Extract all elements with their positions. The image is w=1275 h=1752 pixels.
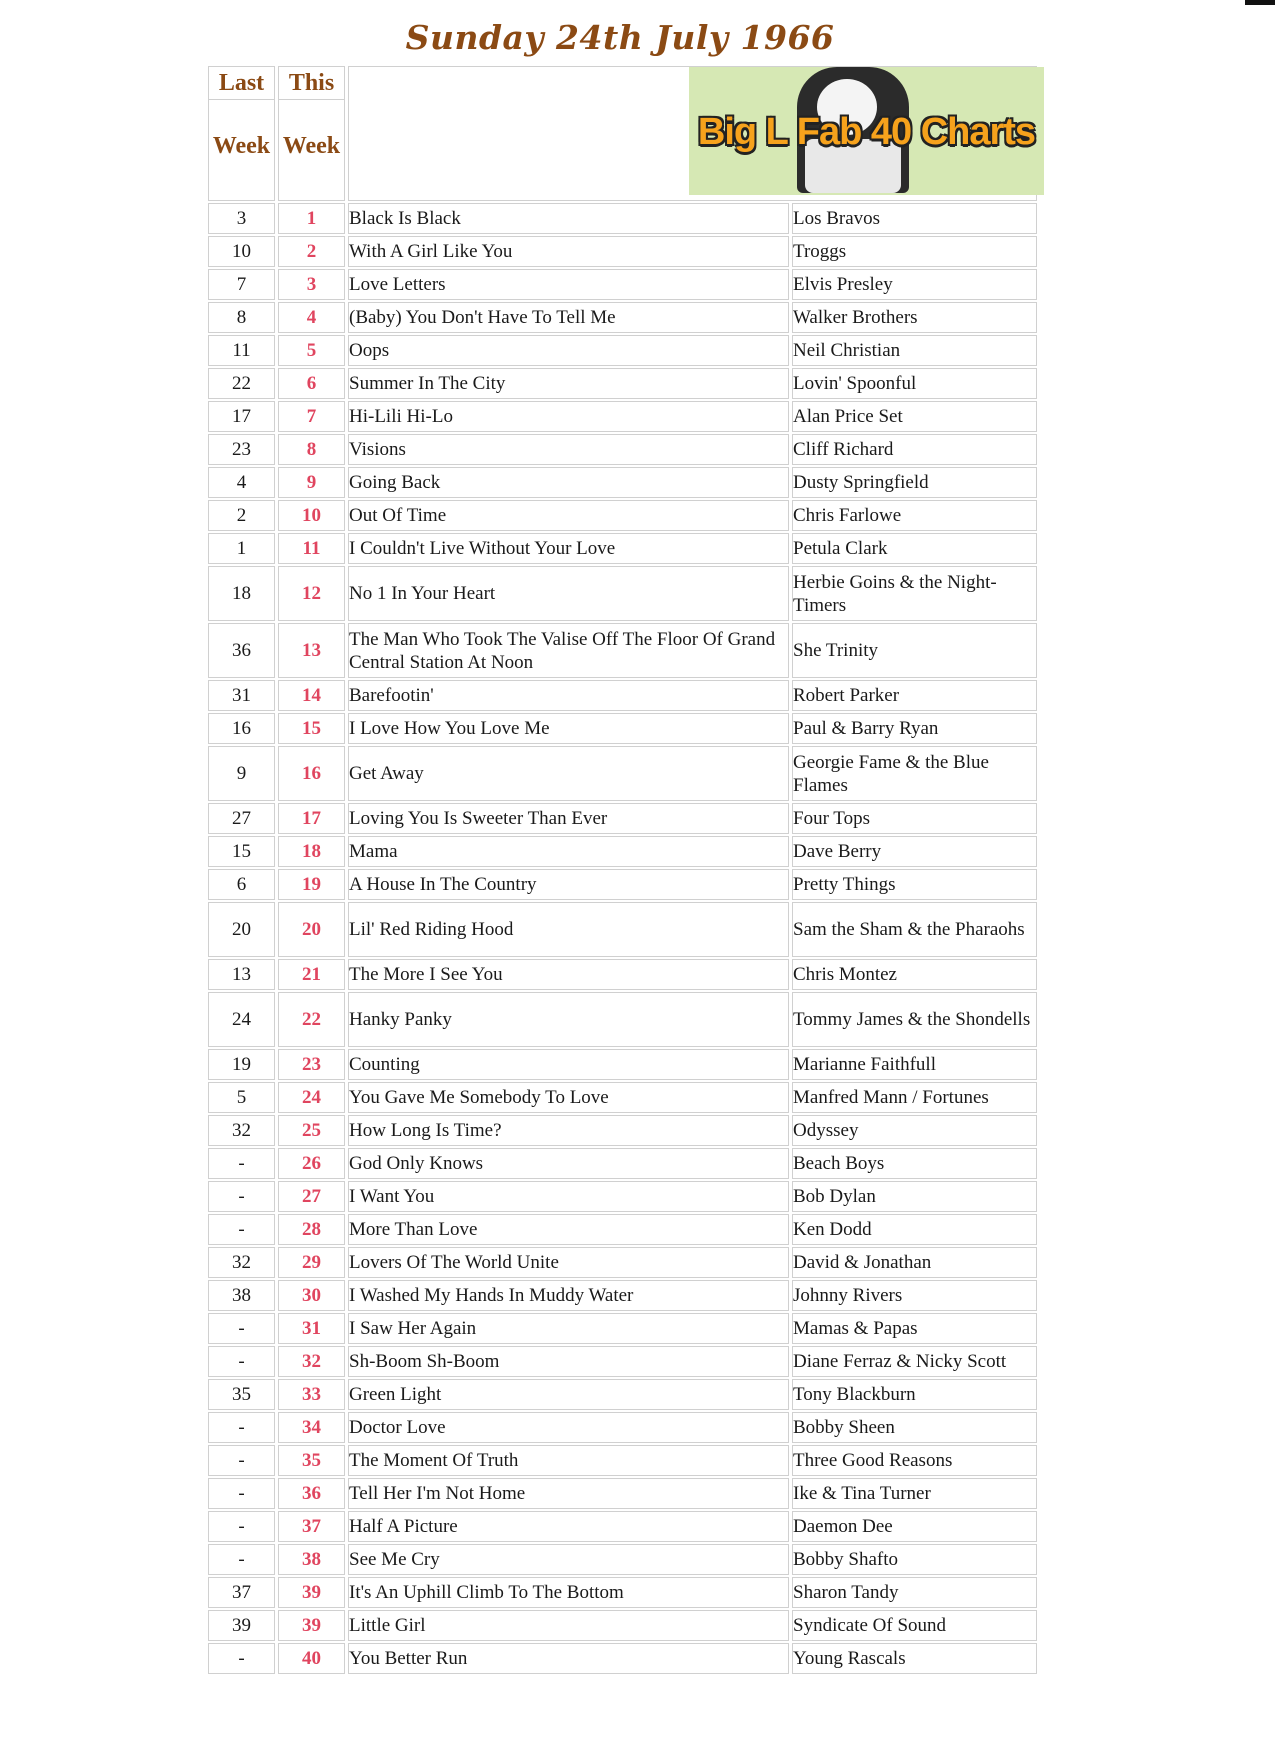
chart-row [208, 1082, 1037, 1113]
this-week-cell: 39 [278, 1577, 345, 1608]
last-week-cell: 38 [208, 1280, 275, 1311]
artist-cell: Paul & Barry Ryan [792, 713, 1037, 744]
chart-row [208, 1247, 1037, 1278]
chart-row [208, 1544, 1037, 1575]
artist-cell: Tommy James & the Shondells [792, 992, 1037, 1047]
song-title-cell: The More I See You [348, 959, 789, 990]
chart-row [208, 1610, 1037, 1641]
artist-cell: Walker Brothers [792, 302, 1037, 333]
last-week-cell: - [208, 1148, 275, 1179]
this-week-cell: 23 [278, 1049, 345, 1080]
artist-cell: Marianne Faithfull [792, 1049, 1037, 1080]
chart-row [208, 368, 1037, 399]
this-week-cell: 1 [278, 203, 345, 234]
last-week-cell: 13 [208, 959, 275, 990]
chart-row [208, 1115, 1037, 1146]
song-title-cell: Doctor Love [348, 1412, 789, 1443]
artist-cell: Four Tops [792, 803, 1037, 834]
artist-cell: Petula Clark [792, 533, 1037, 564]
song-title-cell: God Only Knows [348, 1148, 789, 1179]
artist-cell: Sam the Sham & the Pharaohs [792, 902, 1037, 957]
artist-cell: Ken Dodd [792, 1214, 1037, 1245]
artist-cell: Odyssey [792, 1115, 1037, 1146]
chart-row [208, 992, 1037, 1047]
last-week-cell: 22 [208, 368, 275, 399]
last-week-cell: 18 [208, 566, 275, 621]
song-title-cell: Black Is Black [348, 203, 789, 234]
chart-row [208, 1511, 1037, 1542]
this-week-cell: 24 [278, 1082, 345, 1113]
last-week-cell: 39 [208, 1610, 275, 1641]
artist-cell: Chris Montez [792, 959, 1037, 990]
artist-cell: Diane Ferraz & Nicky Scott [792, 1346, 1037, 1377]
artist-cell: Los Bravos [792, 203, 1037, 234]
this-week-header-top: This [279, 67, 344, 100]
this-week-cell: 32 [278, 1346, 345, 1377]
last-week-cell: - [208, 1412, 275, 1443]
artist-cell: She Trinity [792, 623, 1037, 678]
song-title-cell: Half A Picture [348, 1511, 789, 1542]
chart-row [208, 434, 1037, 465]
last-week-cell: 19 [208, 1049, 275, 1080]
song-title-cell: A House In The Country [348, 869, 789, 900]
chart-row [208, 401, 1037, 432]
this-week-cell: 10 [278, 500, 345, 531]
song-title-cell: Loving You Is Sweeter Than Ever [348, 803, 789, 834]
song-title-cell: Mama [348, 836, 789, 867]
big-l-logo [689, 67, 1044, 195]
last-week-cell: 31 [208, 680, 275, 711]
artist-cell: Daemon Dee [792, 1511, 1037, 1542]
song-title-cell: I Washed My Hands In Muddy Water [348, 1280, 789, 1311]
song-title-cell: Sh-Boom Sh-Boom [348, 1346, 789, 1377]
this-week-cell: 6 [278, 368, 345, 399]
chart-row [208, 1181, 1037, 1212]
last-week-cell: 16 [208, 713, 275, 744]
last-week-cell: 5 [208, 1082, 275, 1113]
last-week-cell: 4 [208, 467, 275, 498]
chart-row [208, 680, 1037, 711]
header-row [208, 66, 1037, 201]
chart-row [208, 203, 1037, 234]
chart-row [208, 803, 1037, 834]
artist-cell: Johnny Rivers [792, 1280, 1037, 1311]
song-title-cell: How Long Is Time? [348, 1115, 789, 1146]
song-title-cell: Counting [348, 1049, 789, 1080]
chart-row [208, 746, 1037, 801]
this-week-cell: 27 [278, 1181, 345, 1212]
this-week-header [278, 66, 345, 201]
chart-rows [208, 203, 1037, 1674]
song-title-cell: Summer In The City [348, 368, 789, 399]
page-title: Sunday 24th July 1966 [405, 18, 835, 57]
last-week-cell: - [208, 1544, 275, 1575]
song-title-cell: The Moment Of Truth [348, 1445, 789, 1476]
artist-cell: Robert Parker [792, 680, 1037, 711]
artist-cell: Three Good Reasons [792, 1445, 1037, 1476]
song-title-cell: Lovers Of The World Unite [348, 1247, 789, 1278]
chart-row [208, 566, 1037, 621]
chart-row [208, 1346, 1037, 1377]
this-week-header-bottom: Week [282, 133, 341, 159]
chart-row [208, 1214, 1037, 1245]
song-title-cell: I Love How You Love Me [348, 713, 789, 744]
last-week-cell: 35 [208, 1379, 275, 1410]
song-title-cell: With A Girl Like You [348, 236, 789, 267]
last-week-cell: 36 [208, 623, 275, 678]
chart-row [208, 713, 1037, 744]
this-week-cell: 7 [278, 401, 345, 432]
this-week-cell: 8 [278, 434, 345, 465]
this-week-cell: 37 [278, 1511, 345, 1542]
chart-row [208, 236, 1037, 267]
song-title-cell: It's An Uphill Climb To The Bottom [348, 1577, 789, 1608]
last-week-cell: - [208, 1643, 275, 1674]
artist-cell: Bobby Sheen [792, 1412, 1037, 1443]
artist-cell: Manfred Mann / Fortunes [792, 1082, 1037, 1113]
this-week-cell: 14 [278, 680, 345, 711]
this-week-cell: 4 [278, 302, 345, 333]
last-week-cell: - [208, 1511, 275, 1542]
song-title-cell: Out Of Time [348, 500, 789, 531]
last-week-cell: 24 [208, 992, 275, 1047]
chart-row [208, 902, 1037, 957]
artist-cell: Pretty Things [792, 869, 1037, 900]
last-week-cell: - [208, 1214, 275, 1245]
chart-row [208, 269, 1037, 300]
artist-cell: Georgie Fame & the Blue Flames [792, 746, 1037, 801]
this-week-cell: 18 [278, 836, 345, 867]
song-title-cell: Hi-Lili Hi-Lo [348, 401, 789, 432]
song-title-cell: You Gave Me Somebody To Love [348, 1082, 789, 1113]
artist-cell: Tony Blackburn [792, 1379, 1037, 1410]
chart-row [208, 1412, 1037, 1443]
this-week-cell: 5 [278, 335, 345, 366]
last-week-cell: 10 [208, 236, 275, 267]
this-week-cell: 16 [278, 746, 345, 801]
last-week-cell: 7 [208, 269, 275, 300]
chart-table [205, 64, 1040, 1676]
artist-cell: Ike & Tina Turner [792, 1478, 1037, 1509]
this-week-cell: 28 [278, 1214, 345, 1245]
chart-row [208, 959, 1037, 990]
this-week-cell: 3 [278, 269, 345, 300]
song-title-cell: See Me Cry [348, 1544, 789, 1575]
song-title-cell: More Than Love [348, 1214, 789, 1245]
song-title-cell: Green Light [348, 1379, 789, 1410]
song-title-cell: (Baby) You Don't Have To Tell Me [348, 302, 789, 333]
chart-row [208, 302, 1037, 333]
chart-row [208, 533, 1037, 564]
this-week-cell: 22 [278, 992, 345, 1047]
chart-row [208, 335, 1037, 366]
artist-cell: Lovin' Spoonful [792, 368, 1037, 399]
this-week-cell: 36 [278, 1478, 345, 1509]
last-week-cell: 32 [208, 1115, 275, 1146]
chart-row [208, 1379, 1037, 1410]
last-week-cell: 27 [208, 803, 275, 834]
artist-cell: Cliff Richard [792, 434, 1037, 465]
chart-row [208, 869, 1037, 900]
last-week-cell: 6 [208, 869, 275, 900]
last-week-cell: 11 [208, 335, 275, 366]
song-title-cell: Little Girl [348, 1610, 789, 1641]
song-title-cell: Visions [348, 434, 789, 465]
this-week-cell: 35 [278, 1445, 345, 1476]
logo-text: Big L Fab 40 Charts [697, 111, 1036, 153]
chart-row [208, 1313, 1037, 1344]
last-week-cell: 37 [208, 1577, 275, 1608]
chart-row [208, 1478, 1037, 1509]
chart-row [208, 1577, 1037, 1608]
artist-cell: Young Rascals [792, 1643, 1037, 1674]
artist-cell: Neil Christian [792, 335, 1037, 366]
last-week-cell: - [208, 1478, 275, 1509]
last-week-cell: 32 [208, 1247, 275, 1278]
this-week-cell: 2 [278, 236, 345, 267]
this-week-cell: 29 [278, 1247, 345, 1278]
this-week-cell: 17 [278, 803, 345, 834]
artist-cell: Bob Dylan [792, 1181, 1037, 1212]
this-week-cell: 39 [278, 1610, 345, 1641]
last-week-header [208, 66, 275, 201]
last-week-header-bottom: Week [212, 133, 271, 159]
song-title-cell: Tell Her I'm Not Home [348, 1478, 789, 1509]
song-title-cell: You Better Run [348, 1643, 789, 1674]
artist-cell: Sharon Tandy [792, 1577, 1037, 1608]
this-week-cell: 38 [278, 1544, 345, 1575]
last-week-cell: - [208, 1313, 275, 1344]
last-week-cell: 3 [208, 203, 275, 234]
artist-cell: Syndicate Of Sound [792, 1610, 1037, 1641]
last-week-header-top: Last [209, 67, 274, 100]
this-week-cell: 11 [278, 533, 345, 564]
song-title-cell: Hanky Panky [348, 992, 789, 1047]
song-title-cell: I Saw Her Again [348, 1313, 789, 1344]
last-week-cell: 9 [208, 746, 275, 801]
artist-cell: Dusty Springfield [792, 467, 1037, 498]
this-week-cell: 40 [278, 1643, 345, 1674]
artist-cell: Dave Berry [792, 836, 1037, 867]
last-week-cell: 1 [208, 533, 275, 564]
last-week-cell: 15 [208, 836, 275, 867]
last-week-cell: 20 [208, 902, 275, 957]
artist-cell: Chris Farlowe [792, 500, 1037, 531]
this-week-cell: 31 [278, 1313, 345, 1344]
song-title-cell: Lil' Red Riding Hood [348, 902, 789, 957]
song-title-cell: The Man Who Took The Valise Off The Floor Of Grand Central Station At Noon [348, 623, 789, 678]
this-week-cell: 30 [278, 1280, 345, 1311]
last-week-cell: 23 [208, 434, 275, 465]
this-week-cell: 26 [278, 1148, 345, 1179]
artist-cell: David & Jonathan [792, 1247, 1037, 1278]
artist-cell: Bobby Shafto [792, 1544, 1037, 1575]
chart-row [208, 1049, 1037, 1080]
chart-row [208, 1280, 1037, 1311]
song-title-cell: Love Letters [348, 269, 789, 300]
song-title-cell: Going Back [348, 467, 789, 498]
artist-cell: Alan Price Set [792, 401, 1037, 432]
song-title-cell: Oops [348, 335, 789, 366]
artist-cell: Troggs [792, 236, 1037, 267]
artist-cell: Beach Boys [792, 1148, 1037, 1179]
this-week-cell: 9 [278, 467, 345, 498]
song-title-cell: Barefootin' [348, 680, 789, 711]
this-week-cell: 19 [278, 869, 345, 900]
last-week-cell: 8 [208, 302, 275, 333]
this-week-cell: 33 [278, 1379, 345, 1410]
chart-row [208, 467, 1037, 498]
last-week-cell: - [208, 1445, 275, 1476]
last-week-cell: 17 [208, 401, 275, 432]
last-week-cell: 2 [208, 500, 275, 531]
artist-cell: Mamas & Papas [792, 1313, 1037, 1344]
chart-row [208, 836, 1037, 867]
chart-row [208, 500, 1037, 531]
song-title-cell: Get Away [348, 746, 789, 801]
this-week-cell: 20 [278, 902, 345, 957]
last-week-cell: - [208, 1181, 275, 1212]
chart-row [208, 1643, 1037, 1674]
chart-row [208, 623, 1037, 678]
chart-row [208, 1445, 1037, 1476]
this-week-cell: 12 [278, 566, 345, 621]
song-title-cell: No 1 In Your Heart [348, 566, 789, 621]
this-week-cell: 21 [278, 959, 345, 990]
artist-cell: Herbie Goins & the Night-Timers [792, 566, 1037, 621]
last-week-cell: - [208, 1346, 275, 1377]
artist-cell: Elvis Presley [792, 269, 1037, 300]
this-week-cell: 13 [278, 623, 345, 678]
logo-cell [348, 66, 1037, 201]
chart-row [208, 1148, 1037, 1179]
this-week-cell: 25 [278, 1115, 345, 1146]
song-title-cell: I Couldn't Live Without Your Love [348, 533, 789, 564]
song-title-cell: I Want You [348, 1181, 789, 1212]
scan-edge-mark [1245, 0, 1275, 5]
this-week-cell: 15 [278, 713, 345, 744]
this-week-cell: 34 [278, 1412, 345, 1443]
